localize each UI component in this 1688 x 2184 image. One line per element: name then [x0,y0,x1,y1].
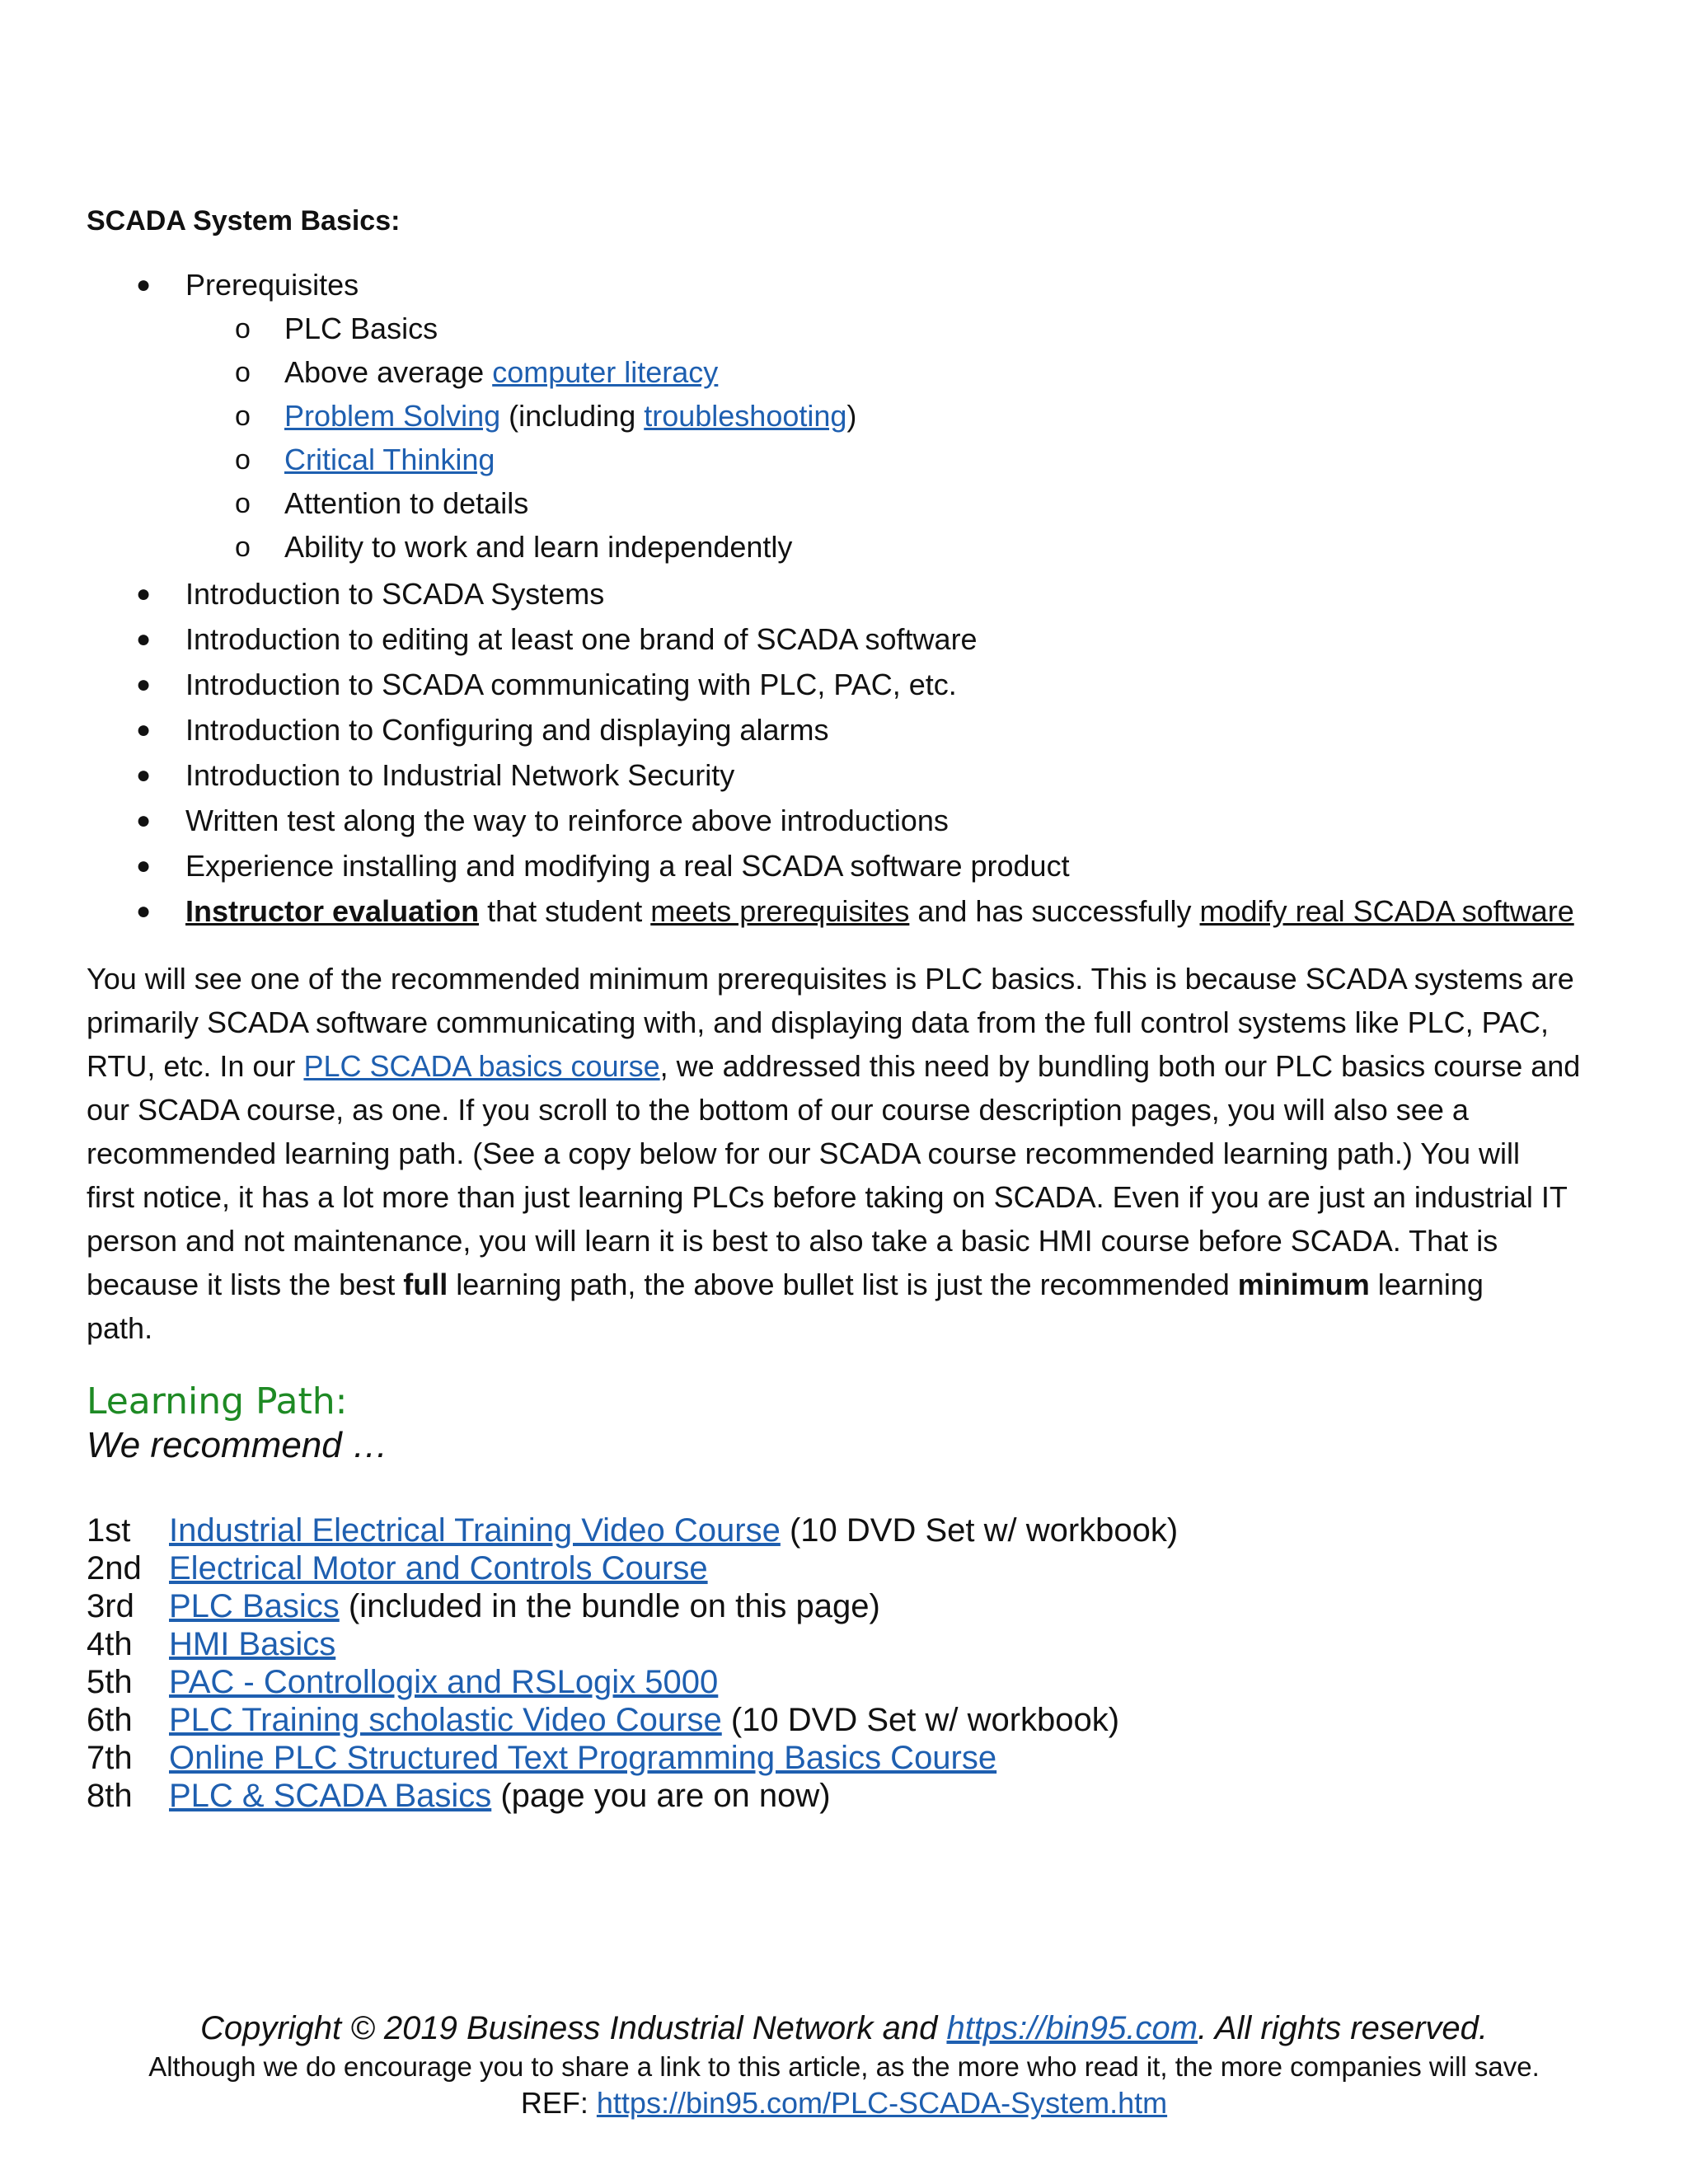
bullet-icon: ● [136,898,152,925]
paragraph-line [87,1263,1620,1306]
bullet-text: Experience installing and modifying a real SCADA software product [185,849,1070,883]
bullet-written-test [136,804,949,838]
paragraph-line [87,1044,1620,1088]
modify-software-text: modify real SCADA software [1199,894,1574,928]
sub-bullet-problem-solving [235,399,857,434]
bullet-prerequisites [136,268,359,302]
document-title: SCADA System Basics: [87,205,401,237]
bullet-text-2: and has successfully [909,894,1200,928]
bullet-icon: ● [136,716,152,743]
bold-full: full [403,1268,448,1301]
paragraph-text: learning [1369,1268,1484,1301]
step-number: 8th [87,1778,133,1814]
paragraph-line: our SCADA course, as one. If you scroll to the bottom of our course description pages, you will also see a [87,1093,1469,1127]
bullet-intro-scada [136,577,605,612]
learning-step [87,1663,718,1701]
body-paragraph [87,957,1620,1350]
troubleshooting-link[interactable]: troubleshooting [644,399,847,433]
learning-step [87,1739,996,1777]
instructor-evaluation-label: Instructor evaluation [185,894,480,928]
step-note: (included in the bundle on this page) [339,1588,880,1624]
paragraph-line: first notice, it has a lot more than just learning PLCs before taking on SCADA. Even if you are just an industrial IT [87,1180,1568,1214]
paragraph-text: learning path, the above bullet list is just the recommended [448,1268,1238,1301]
step-number: 5th [87,1664,133,1700]
bullet-text: that student [479,894,651,928]
paragraph-line: recommended learning path. (See a copy below for our SCADA course recommended learning path.) You will [87,1137,1520,1170]
paragraph-line: You will see one of the recommended minimum prerequisites is PLC basics. This is because SCADA systems are [87,962,1574,996]
sub-bullet-icon: o [235,488,251,519]
bold-minimum: minimum [1237,1268,1370,1301]
sub-bullet-text: Above average [284,355,493,389]
bullet-text: Introduction to SCADA communicating with PLC, PAC, etc. [185,668,957,701]
meets-prerequisites-text: meets prerequisites [650,894,910,928]
sub-bullet-text: Ability to work and learn independently [284,530,793,564]
computer-literacy-link[interactable]: computer literacy [492,355,719,389]
step-number: 7th [87,1740,133,1776]
ref-label: REF: [520,2086,597,2120]
problem-solving-link[interactable]: Problem Solving [284,399,501,433]
bullet-experience [136,849,1070,883]
sub-bullet-icon: o [235,532,251,563]
copyright-text: Copyright © 2019 Business Industrial Network and [199,2010,947,2046]
learning-step [87,1701,1119,1739]
sub-bullet-text: Attention to details [284,486,529,520]
learning-step [87,1777,831,1815]
sub-bullet-text-end: ) [846,399,857,433]
paragraph-line: primarily SCADA software communicating with, and displaying data from the full control systems like PLC, PAC, [87,1005,1550,1039]
critical-thinking-link[interactable]: Critical Thinking [284,443,495,476]
step-note: (10 DVD Set w/ workbook) [780,1512,1179,1549]
sub-bullet-icon: o [235,357,251,388]
step-note: (page you are on now) [491,1778,831,1814]
learning-step [87,1511,1178,1549]
sub-bullet-text: (including [500,399,645,433]
sub-bullet-computer-literacy [235,355,719,390]
learning-step [87,1549,708,1587]
step-link[interactable]: Electrical Motor and Controls Course [169,1550,708,1586]
bullet-icon: ● [136,580,152,607]
footer-copyright [0,2008,1688,2048]
footer-share-note: Although we do encourage you to share a link to this article, as the more who read it, the more companies will save. [148,2051,1540,2082]
sub-bullet-independent [235,530,793,565]
plc-scada-course-link[interactable]: PLC SCADA basics course [303,1049,660,1083]
sub-bullet-critical-thinking [235,443,495,477]
reference-link[interactable]: https://bin95.com/PLC-SCADA-System.htm [596,2086,1168,2120]
bullet-icon: ● [136,762,152,789]
bullet-instructor-evaluation [136,894,1574,929]
bullet-text: Prerequisites [185,268,359,302]
learning-path-subheading: We recommend … [87,1425,388,1465]
bullet-security [136,758,735,793]
paragraph-text: RTU, etc. In our [87,1049,304,1083]
bullet-text: Written test along the way to reinforce above introductions [185,804,949,837]
step-link[interactable]: Industrial Electrical Training Video Course [169,1512,781,1549]
bullet-editing [136,622,978,657]
step-link[interactable]: HMI Basics [169,1626,336,1662]
sub-bullet-attention [235,486,529,521]
bullet-icon: ● [136,852,152,879]
learning-step [87,1625,335,1663]
paragraph-text: because it lists the best [87,1268,404,1301]
bullet-text: Introduction to Industrial Network Security [185,758,735,792]
learning-step [87,1587,880,1625]
bullet-text: Introduction to editing at least one brand of SCADA software [185,622,978,656]
sub-bullet-icon: o [235,444,251,476]
step-number: 1st [87,1512,131,1549]
copyright-text-end: . All rights reserved. [1198,2010,1489,2046]
step-link[interactable]: PLC Training scholastic Video Course [169,1702,722,1738]
step-number: 3rd [87,1588,134,1624]
sub-bullet-text: PLC Basics [284,312,438,345]
step-link[interactable]: PAC - Controllogix and RSLogix 5000 [169,1664,719,1700]
bullet-alarms [136,713,829,748]
sub-bullet-plc-basics [235,312,438,346]
bullet-icon: ● [136,671,152,698]
bullet-text: Introduction to SCADA Systems [185,577,605,611]
bullet-text: Introduction to Configuring and displaying alarms [185,713,829,747]
step-number: 6th [87,1702,133,1738]
bullet-icon: ● [136,626,152,653]
sub-bullet-icon: o [235,313,251,344]
step-number: 2nd [87,1550,142,1586]
step-link[interactable]: PLC Basics [169,1588,340,1624]
step-link[interactable]: Online PLC Structured Text Programming Basics Course [169,1740,997,1776]
learning-path-heading: Learning Path: [87,1380,348,1422]
paragraph-line: person and not maintenance, you will learn it is best to also take a basic HMI course before SCADA. That is [87,1224,1498,1258]
footer-reference [0,2085,1688,2121]
paragraph-line: path. [87,1311,153,1345]
step-number: 4th [87,1626,133,1662]
bullet-communicating [136,668,957,702]
step-link[interactable]: PLC & SCADA Basics [169,1778,492,1814]
step-note: (10 DVD Set w/ workbook) [721,1702,1120,1738]
sub-bullet-icon: o [235,401,251,432]
bullet-icon: ● [136,271,152,298]
bin95-link[interactable]: https://bin95.com [946,2010,1198,2046]
paragraph-text: , we addressed this need by bundling both our PLC basics course and [659,1049,1581,1083]
bullet-icon: ● [136,807,152,834]
